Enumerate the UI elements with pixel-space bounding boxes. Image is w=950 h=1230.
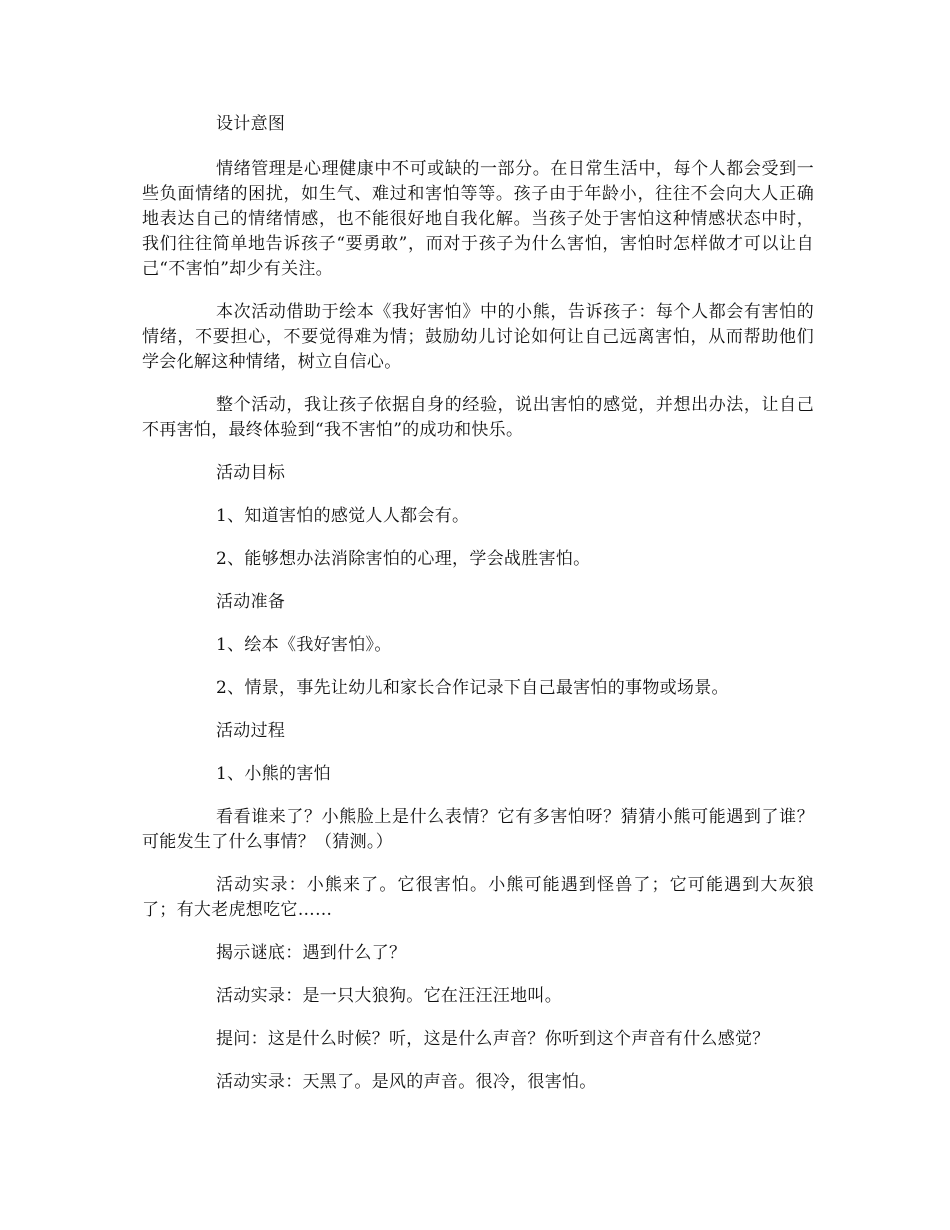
preparation-item-1: 1、绘本《我好害怕》。: [216, 635, 392, 655]
preparation-item-2: 2、情景，事先让幼儿和家长合作记录下自己最害怕的事物或场景。: [216, 678, 729, 698]
paragraph-activity-record-1: 活动实录：小熊来了。它很害怕。小熊可能遇到怪兽了；它可能遇到大灰狼了；有大老虎想吃它……: [142, 875, 814, 920]
paragraph-whole-activity: 整个活动，我让孩子依据自身的经验，说出害怕的感觉，并想出办法，让自己不再害怕，最终体验到“我不害怕”的成功和快乐。: [142, 395, 814, 440]
paragraph-activity-record-3: 活动实录：天黑了。是风的声音。很冷，很害怕。: [216, 1072, 597, 1092]
section-heading-activity-process: 活动过程: [216, 721, 286, 741]
section-heading-design-intent: 设计意图: [216, 114, 286, 134]
goal-item-1: 1、知道害怕的感觉人人都会有。: [216, 506, 470, 526]
goal-item-2: 2、能够想办法消除害怕的心理，学会战胜害怕。: [216, 549, 591, 569]
paragraph-guess-questions: 看看谁来了？小熊脸上是什么表情？它有多害怕呀？猜猜小熊可能遇到了谁？可能发生了什么事情？（猜测。）: [142, 807, 814, 852]
paragraph-emotion-management: 情绪管理是心理健康中不可或缺的一部分。在日常生活中，每个人都会受到一些负面情绪的困扰，如生气、难过和害怕等等。孩子由于年龄小，往往不会向大人正确地表达自己的情绪情感，也不能很好地自我化解。当孩子处于害怕这种情感状态中时，我们往往简单地告诉孩子“要勇敢”，而对于孩子为什么害怕，害怕时怎样做才可以让自己“不害怕”却少有关注。: [142, 159, 814, 279]
paragraph-activity-picture-book: 本次活动借助于绘本《我好害怕》中的小熊，告诉孩子：每个人都会有害怕的情绪，不要担心，不要觉得难为情；鼓励幼儿讨论如何让自己远离害怕，从而帮助他们学会化解这种情绪，树立自信心。: [142, 302, 814, 372]
paragraph-activity-record-2: 活动实录：是一只大狼狗。它在汪汪汪地叫。: [216, 986, 562, 1006]
section-heading-activity-goals: 活动目标: [216, 463, 286, 483]
paragraph-reveal-answer: 揭示谜底：遇到什么了？: [216, 943, 407, 963]
process-step-1-title: 1、小熊的害怕: [216, 764, 331, 784]
document-page: [142, 112, 814, 1113]
section-heading-activity-preparation: 活动准备: [216, 592, 286, 612]
paragraph-question-time-sound: 提问：这是什么时候？听，这是什么声音？你听到这个声音有什么感觉？: [216, 1029, 770, 1049]
